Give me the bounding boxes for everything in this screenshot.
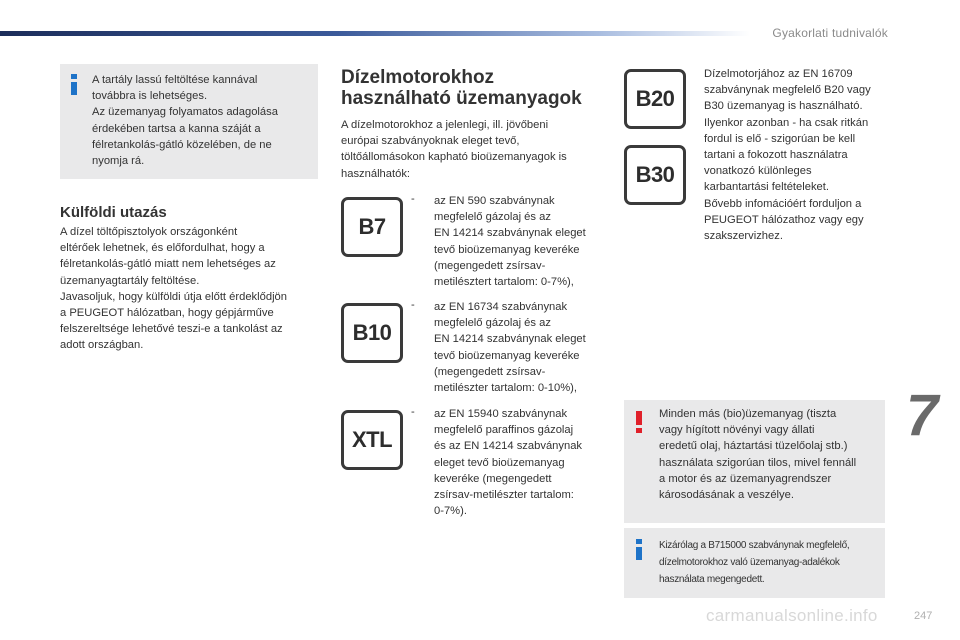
page-number: 247: [914, 610, 933, 622]
warning-icon: [636, 411, 642, 433]
fuel-badge-b20: B20: [624, 69, 686, 129]
info-box-additives: [624, 528, 885, 598]
info-tank-text: A tartály lassú feltöltése kannával továbbra is lehetséges. Az üzemanyag folyamatos adagolása érdekében tartsa a kanna száját a félretankolás-gátló közelében, de ne nyomja rá.: [92, 74, 278, 168]
warning-text: Minden más (bio)üzemanyag (tiszta vagy hígított növényi vagy állati eredetű olaj, háztartási tüzelőolaj stb.) használata szigorúan tilos, mivel fennáll a motor és az üzemanyagrendszer károsodásának a veszélye.: [659, 408, 857, 502]
additives-text: Kizárólag a B715000 szabványnak megfelelő, dízelmotorokhoz való üzemanyag-adalékok használata megengedett.: [659, 540, 850, 585]
fuel-b10-dash: -: [411, 299, 415, 311]
abroad-text: A dízel töltőpisztolyok országonként eltérőek lehetnek, és előfordulhat, hogy a félretankolás-gátló miatt nem lehetséges az üzemanyagtartály feltöltése. Javasoljuk, hogy külföldi útja előtt érdeklődjön a PEUGEOT hálózatban, hogy gépjárműve felszereltsége lehetővé teszi-e a tankolást az adott országban.: [60, 226, 287, 352]
header-gradient-bar: [0, 31, 750, 36]
diesel-heading: Dízelmotorokhoz használható üzemanyagok: [341, 67, 582, 109]
fuel-badge-b30: B30: [624, 145, 686, 205]
abroad-heading: Külföldi utazás: [60, 204, 167, 221]
fuel-badge-b10: B10: [341, 303, 403, 363]
fuel-b10-text: az EN 16734 szabványnak megfelelő gázolaj és az EN 14214 szabványnak eleget tevő bioüzemanyag keveréke (megengedett zsírsav- metilészter tartalom: 0-10%),: [434, 301, 586, 395]
fuel-xtl-dash: -: [411, 406, 415, 418]
chapter-number: 7: [906, 383, 939, 448]
diesel-intro: A dízelmotorokhoz a jelenlegi, ill. jövőbeni európai szabványoknak eleget tevő, töltőállomásokon kapható bioüzemanyagok is használhatók:: [341, 119, 567, 180]
fuel-badge-b7: B7: [341, 197, 403, 257]
info-box-tank: [60, 64, 318, 179]
fuel-badge-xtl: XTL: [341, 410, 403, 470]
b20-b30-text: Dízelmotorjához az EN 16709 szabványnak megfelelő B20 vagy B30 üzemanyag is használható. Ilyenkor azonban - ha csak ritkán fordul is elő - szigorúan be kell tartani a fokozott használatra vonatkozó különleges karbantartási feltételeket. Bővebb infomációért forduljon a PEUGEOT hálózathoz vagy egy szakszervizhez.: [704, 68, 871, 243]
watermark: carmanualsonline.info: [706, 606, 878, 625]
section-title: Gyakorlati tudnivalók: [772, 26, 888, 40]
fuel-xtl-text: az EN 15940 szabványnak megfelelő paraffinos gázolaj és az EN 14214 szabványnak eleget tevő bioüzemanyag keveréke (megengedett zsírsav-metilészter tartalom: 0-7%).: [434, 408, 583, 518]
fuel-b7-text: az EN 590 szabványnak megfelelő gázolaj és az EN 14214 szabványnak eleget tevő bioüzemanyag keveréke (megengedett zsírsav- metilésztert tartalom: 0-7%),: [434, 195, 586, 289]
warning-box: [624, 400, 885, 523]
fuel-b7-dash: -: [411, 193, 415, 205]
